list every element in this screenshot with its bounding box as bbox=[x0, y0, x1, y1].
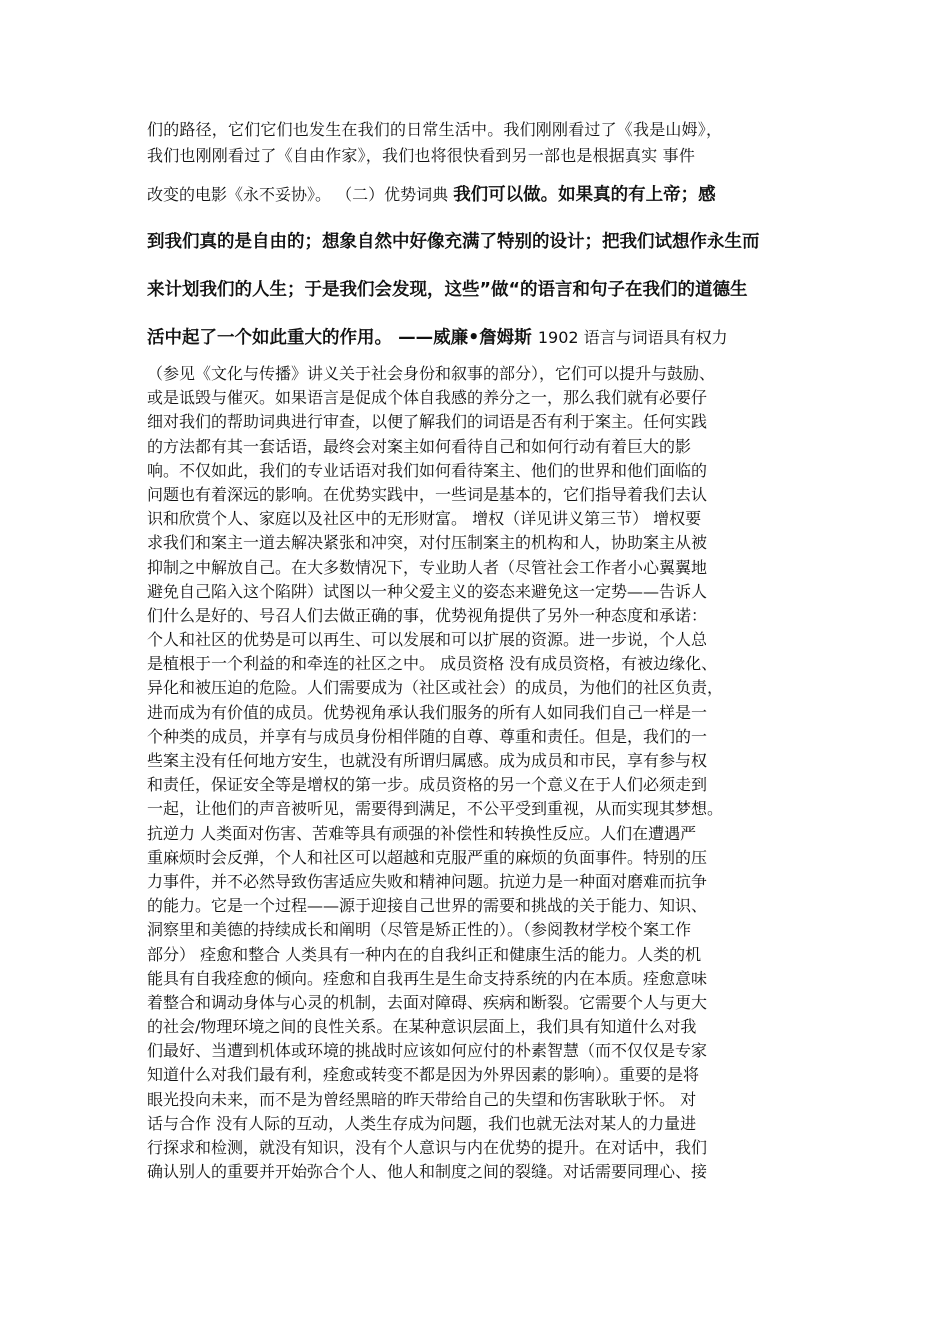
mixed-line-6 bbox=[147, 324, 812, 349]
body-line: 抗逆力 人类面对伤害、苦难等具有顽强的补偿性和转换性反应。人们在遭遇严 bbox=[147, 823, 697, 843]
body-line: 个人和社区的优势是可以再生、可以发展和可以扩展的资源。进一步说，个人总 bbox=[147, 630, 708, 650]
body-line: 细对我们的帮助词典进行审查，以便了解我们的词语是否有利于案主。任何实践 bbox=[147, 412, 708, 432]
body-line: 们什么是好的、号召人们去做正确的事，优势视角提供了另外一种态度和承诺： bbox=[147, 605, 708, 625]
body-line: 知道什么对我们最有利，痊愈或转变不都是因为外界因素的影响）。重要的是将 bbox=[147, 1065, 700, 1085]
body-line: 识和欣赏个人、家庭以及社区中的无形财富。 增权（详见讲义第三节） 增权要 bbox=[147, 509, 702, 529]
body-paragraph bbox=[147, 362, 812, 1184]
mixed-line-3 bbox=[147, 181, 812, 206]
body-line: （参见《文化与传播》讲义关于社会身份和叙事的部分），它们可以提升与鼓励、 bbox=[147, 364, 716, 383]
body-line: 洞察里和美德的持续成长和阐明（尽管是矫正性的）。（参阅教材学校个案工作 bbox=[147, 920, 692, 940]
line3-plain-text: 改变的电影《永不妥协》。 （二）优势词典 bbox=[147, 185, 454, 204]
body-line: 异化和被压迫的危险。人们需要成为（社区或社会）的成员，为他们的社区负责， bbox=[147, 678, 724, 698]
line3-bold-text: 我们可以做。如果真的有上帝；感 bbox=[453, 185, 716, 205]
body-line: 话与合作 没有人际的互动，人类生存成为问题，我们也就无法对某人的力量进 bbox=[147, 1113, 697, 1133]
body-line: 力事件，并不必然导致伤害适应失败和精神问题。抗逆力是一种面对磨难而抗争 bbox=[147, 871, 708, 891]
body-line: 确认别人的重要并开始弥合个人、他人和制度之间的裂缝。对话需要同理心、接 bbox=[147, 1162, 708, 1182]
body-line: 避免自己陷入这个陷阱）试图以一种父爱主义的姿态来避免这一定势——告诉人 bbox=[147, 581, 708, 601]
body-line: 着整合和调动身体与心灵的机制，去面对障碍、疾病和断裂。它需要个人与更大 bbox=[147, 992, 708, 1012]
body-line: 的社会/物理环境之间的良性关系。在某种意识层面上，我们具有知道什么对我 bbox=[147, 1017, 697, 1037]
line6-year: 1902 bbox=[537, 328, 579, 347]
body-line: 眼光投向未来，而不是为曾经黑暗的昨天带给自己的失望和伤害耿耿于怀。 对 bbox=[147, 1089, 697, 1109]
body-line: 行探求和检测，就没有知识，没有个人意识与内在优势的提升。在对话中，我们 bbox=[147, 1138, 708, 1157]
line6-bold-text: 活中起了一个如此重大的作用。 ——威廉•詹姆斯 bbox=[147, 328, 538, 348]
body-line: 求我们和案主一道去解决紧张和冲突，对付压制案主的机构和人，协助案主从被 bbox=[147, 533, 708, 553]
body-line: 是植根于一个利益的和牵连的社区之中。 成员资格 没有成员资格，有被边缘化、 bbox=[147, 654, 718, 674]
body-line: 个种类的成员，并享有与成员身份相伴随的自尊、尊重和责任。但是，我们的一 bbox=[147, 726, 708, 746]
body-line: 部分） 痊愈和整合 人类具有一种内在的自我纠正和健康生活的能力。人类的机 bbox=[147, 944, 702, 964]
body-line: 响。不仅如此，我们的专业话语对我们如何看待案主、他们的世界和他们面临的 bbox=[147, 460, 708, 480]
intro-line-2: 我们也刚刚看过了《自由作家》，我们也将很快看到另一部也是根据真实 事件 bbox=[147, 146, 696, 165]
line6-plain-text: 语言与词语具有权力 bbox=[578, 328, 728, 347]
bold-line-5: 来计划我们的人生；于是我们会发现，这些”做“的语言和句子在我们的道德生 bbox=[147, 280, 748, 300]
body-line: 问题也有着深远的影响。在优势实践中，一些词是基本的，它们指导着我们去认 bbox=[147, 484, 708, 504]
body-line: 和责任，保证安全等是增权的第一步。成员资格的另一个意义在于人们必须走到 bbox=[147, 775, 708, 795]
body-line: 抑制之中解放自己。在大多数情况下，专业助人者（尽管社会工作者小心翼翼地 bbox=[147, 557, 708, 577]
body-line: 一起，让他们的声音被听见，需要得到满足，不公平受到重视，从而实现其梦想。 bbox=[147, 799, 724, 819]
body-line: 们最好、当遭到机体或环境的挑战时应该如何应付的朴素智慧（而不仅仅是专家 bbox=[147, 1041, 708, 1061]
body-line: 些案主没有任何地方安生，也就没有所谓归属感。成为成员和市民，享有参与权 bbox=[147, 751, 708, 770]
intro-line-1: 们的路径，它们它们也发生在我们的日常生活中。我们刚刚看过了《我是山姆》， bbox=[147, 120, 723, 139]
bold-line-4: 到我们真的是自由的；想象自然中好像充满了特别的设计；把我们试想作永生而 bbox=[147, 232, 760, 252]
body-line: 的能力。它是一个过程——源于迎接自己世界的需要和挑战的关于能力、知识、 bbox=[147, 896, 708, 916]
body-line: 能具有自我痊愈的倾向。痊愈和自我再生是生命支持系统的内在本质。痊愈意味 bbox=[147, 968, 708, 988]
body-line: 或是诋毁与催灭。如果语言是促成个体自我感的养分之一，那么我们就有必要仔 bbox=[147, 388, 708, 408]
body-line: 进而成为有价值的成员。优势视角承认我们服务的所有人如同我们自己一样是一 bbox=[147, 702, 708, 722]
body-line: 的方法都有其一套话语，最终会对案主如何看待自己和如何行动有着巨大的影 bbox=[147, 436, 692, 456]
body-line: 重麻烦时会反弹，个人和社区可以超越和克服严重的麻烦的负面事件。特别的压 bbox=[147, 847, 708, 867]
